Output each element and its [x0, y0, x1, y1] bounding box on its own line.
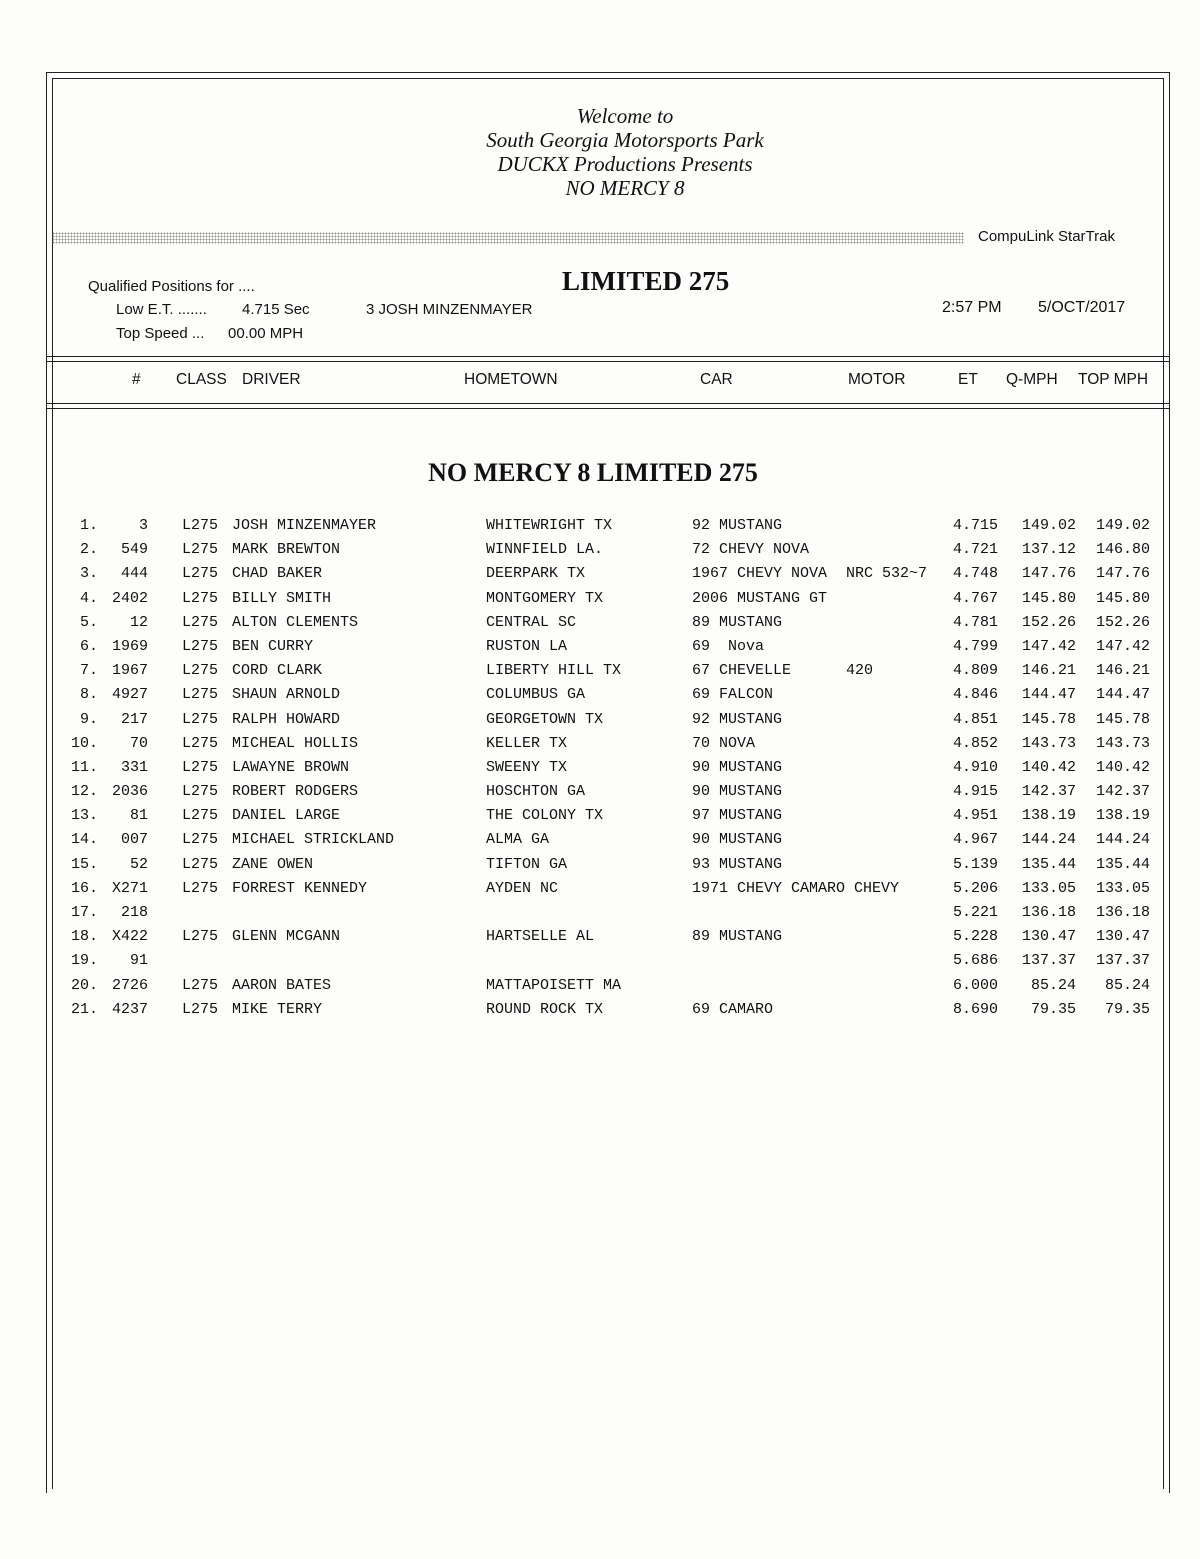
class-title: LIMITED 275	[562, 266, 730, 296]
column-header-num: #	[132, 371, 141, 388]
car-number-cell: 91	[129, 952, 148, 970]
et-cell: 4.721	[952, 541, 998, 559]
welcome-line: Welcome to	[576, 104, 674, 128]
hometown-cell: SWEENY TX	[486, 758, 568, 776]
position-cell: 6.	[79, 637, 98, 655]
car-cell: 93 MUSTANG	[692, 855, 783, 873]
qmph-cell: 152.26	[1021, 613, 1076, 631]
car-cell: 1967 CHEVY NOVA	[692, 565, 828, 583]
top-mph-cell: 142.37	[1095, 783, 1150, 801]
section-title-text: NO MERCY 8 LIMITED 275	[428, 458, 758, 487]
qmph-cell: 144.47	[1021, 686, 1076, 704]
driver-cell: CORD CLARK	[232, 662, 323, 680]
car-cell: 70 NOVA	[692, 734, 756, 752]
qmph-cell: 149.02	[1021, 517, 1076, 534]
top-mph-cell: 145.80	[1095, 589, 1150, 607]
low-et-value: 4.715 Sec	[242, 301, 310, 318]
top-mph-cell: 130.47	[1095, 928, 1150, 946]
hometown-cell: RUSTON LA	[486, 637, 568, 655]
report-time: 2:57 PM	[942, 299, 1002, 316]
et-cell: 5.139	[952, 855, 998, 873]
table-row	[0, 756, 1200, 780]
venue-line: South Georgia Motorsports Park	[486, 128, 764, 152]
hometown-cell: TIFTON GA	[486, 855, 568, 873]
top-mph-cell: 79.35	[1104, 1000, 1150, 1018]
column-header-driver: DRIVER	[242, 371, 301, 388]
car-cell: 69 CAMARO	[692, 1000, 774, 1018]
class-cell: L275	[182, 517, 219, 534]
et-cell: 4.781	[952, 613, 998, 631]
hometown-cell: MONTGOMERY TX	[486, 589, 604, 607]
car-number-cell: 81	[129, 807, 148, 825]
car-number-cell: 331	[120, 758, 148, 776]
qmph-cell: 135.44	[1021, 855, 1076, 873]
event-line: NO MERCY 8	[565, 176, 685, 200]
et-cell: 5.206	[952, 879, 998, 897]
class-cell: L275	[182, 734, 219, 752]
driver-cell: BILLY SMITH	[232, 589, 332, 607]
car-number-cell: 444	[120, 565, 148, 583]
class-cell: L275	[182, 879, 219, 897]
dotted-separator	[52, 232, 964, 244]
car-cell: 2006 MUSTANG GT	[692, 589, 828, 607]
car-cell: 90 MUSTANG	[692, 783, 783, 801]
top-mph-cell: 146.21	[1095, 662, 1150, 680]
et-cell: 8.690	[952, 1000, 998, 1018]
top-mph-cell: 145.78	[1095, 710, 1150, 728]
report-date: 5/OCT/2017	[1038, 299, 1126, 316]
driver-cell: DANIEL LARGE	[232, 807, 341, 825]
driver-cell: MARK BREWTON	[232, 541, 341, 559]
et-cell: 5.221	[952, 904, 998, 921]
car-number-cell: X271	[111, 879, 148, 897]
car-cell: 72 CHEVY NOVA	[692, 541, 810, 559]
car-number-cell: 3	[138, 517, 148, 534]
et-cell: 6.000	[952, 976, 998, 994]
top-mph-cell: 133.05	[1095, 879, 1150, 897]
qualified-label: Qualified Positions for ....	[88, 278, 255, 295]
class-cell: L275	[182, 541, 219, 559]
top-mph-cell: 146.80	[1095, 541, 1150, 559]
et-cell: 5.686	[952, 952, 998, 970]
table-row	[0, 635, 1200, 659]
et-cell: 5.228	[952, 928, 998, 946]
class-cell: L275	[182, 589, 219, 607]
driver-cell: MICHEAL HOLLIS	[232, 734, 359, 752]
et-cell: 4.846	[952, 686, 998, 704]
driver-cell: AARON BATES	[232, 976, 332, 994]
position-cell: 16.	[70, 879, 98, 897]
hometown-cell: KELLER TX	[486, 734, 568, 752]
car-cell: 89 MUSTANG	[692, 928, 783, 946]
car-number-cell: 70	[129, 734, 148, 752]
car-number-cell: 12	[129, 613, 148, 631]
class-cell: L275	[182, 613, 219, 631]
qmph-cell: 144.24	[1021, 831, 1076, 849]
car-number-cell: 1969	[111, 637, 148, 655]
position-cell: 3.	[79, 565, 98, 583]
et-cell: 4.852	[952, 734, 998, 752]
table-row	[0, 853, 1200, 877]
table-row	[0, 611, 1200, 635]
car-number-cell: 218	[120, 904, 148, 921]
class-cell: L275	[182, 565, 219, 583]
car-number-cell: 217	[120, 710, 148, 728]
driver-cell: SHAUN ARNOLD	[232, 686, 341, 704]
qmph-cell: 79.35	[1030, 1000, 1076, 1018]
table-row	[0, 901, 1200, 925]
table-row	[0, 587, 1200, 611]
position-cell: 18.	[70, 928, 98, 946]
results-table	[0, 514, 1200, 1022]
car-number-cell: 2402	[111, 589, 148, 607]
section-title	[0, 458, 1200, 488]
table-row	[0, 877, 1200, 901]
qmph-cell: 140.42	[1021, 758, 1076, 776]
divider-line	[46, 361, 1170, 362]
qmph-cell: 138.19	[1021, 807, 1076, 825]
car-number-cell: 4927	[111, 686, 148, 704]
hometown-cell: WINNFIELD LA.	[486, 541, 604, 559]
class-cell: L275	[182, 783, 219, 801]
car-cell: 67 CHEVELLE	[692, 662, 792, 680]
position-cell: 10.	[70, 734, 98, 752]
position-cell: 14.	[70, 831, 98, 849]
hometown-cell: CENTRAL SC	[486, 613, 577, 631]
position-cell: 9.	[79, 710, 98, 728]
column-header-topmph: TOP MPH	[1078, 371, 1149, 388]
hometown-cell: HOSCHTON GA	[486, 783, 586, 801]
hometown-cell: ROUND ROCK TX	[486, 1000, 604, 1018]
car-cell: 1971 CHEVY CAMARO CHEVY	[692, 879, 900, 897]
car-number-cell: 4237	[111, 1000, 148, 1018]
top-mph-cell: 147.42	[1095, 637, 1150, 655]
car-cell: 90 MUSTANG	[692, 831, 783, 849]
column-header-et: ET	[958, 371, 978, 388]
qmph-cell: 145.78	[1021, 710, 1076, 728]
table-row	[0, 998, 1200, 1022]
qmph-cell: 146.21	[1021, 662, 1076, 680]
driver-cell: CHAD BAKER	[232, 565, 323, 583]
table-row	[0, 925, 1200, 949]
position-cell: 17.	[70, 904, 98, 921]
car-cell: 92 MUSTANG	[692, 710, 783, 728]
car-number-cell: 52	[129, 855, 148, 873]
hometown-cell: GEORGETOWN TX	[486, 710, 604, 728]
car-cell: 69 Nova	[692, 637, 765, 655]
class-cell: L275	[182, 758, 219, 776]
table-row	[0, 732, 1200, 756]
table-row	[0, 828, 1200, 852]
et-cell: 4.799	[952, 637, 998, 655]
position-cell: 13.	[70, 807, 98, 825]
hometown-cell: COLUMBUS GA	[486, 686, 586, 704]
car-number-cell: X422	[111, 928, 148, 946]
hometown-cell: THE COLONY TX	[486, 807, 604, 825]
report-heading	[0, 104, 1200, 200]
class-cell: L275	[182, 686, 219, 704]
low-et-label: Low E.T. .......	[116, 301, 207, 318]
top-mph-cell: 152.26	[1095, 613, 1150, 631]
top-speed-value: 00.00 MPH	[228, 325, 304, 342]
qmph-cell: 136.18	[1021, 904, 1076, 921]
top-mph-cell: 138.19	[1095, 807, 1150, 825]
position-cell: 1.	[79, 517, 98, 534]
table-row	[0, 538, 1200, 562]
car-cell: 90 MUSTANG	[692, 758, 783, 776]
hometown-cell: WHITEWRIGHT TX	[486, 517, 613, 534]
hometown-cell: AYDEN NC	[486, 879, 559, 897]
top-mph-cell: 144.24	[1095, 831, 1150, 849]
driver-cell: GLENN MCGANN	[232, 928, 341, 946]
motor-cell: 420	[846, 662, 874, 680]
column-header-class: CLASS	[176, 371, 227, 388]
car-cell: 89 MUSTANG	[692, 613, 783, 631]
column-header-car: CAR	[700, 371, 733, 388]
et-cell: 4.951	[952, 807, 998, 825]
hometown-cell: MATTAPOISETT MA	[486, 976, 622, 994]
low-et-driver: 3 JOSH MINZENMAYER	[366, 301, 533, 318]
et-cell: 4.748	[952, 565, 998, 583]
top-mph-cell: 137.37	[1095, 952, 1150, 970]
presenter-line: DUCKX Productions Presents	[497, 152, 753, 176]
hometown-cell: DEERPARK TX	[486, 565, 586, 583]
table-row	[0, 804, 1200, 828]
car-number-cell: 2036	[111, 783, 148, 801]
table-row	[0, 514, 1200, 538]
hometown-cell: ALMA GA	[486, 831, 550, 849]
table-row	[0, 659, 1200, 683]
table-row	[0, 683, 1200, 707]
class-cell: L275	[182, 928, 219, 946]
driver-cell: MICHAEL STRICKLAND	[232, 831, 395, 849]
top-mph-cell: 85.24	[1104, 976, 1150, 994]
table-row	[0, 780, 1200, 804]
top-mph-cell: 136.18	[1095, 904, 1150, 921]
top-speed-label: Top Speed ...	[116, 325, 205, 342]
et-cell: 4.715	[952, 517, 998, 534]
car-number-cell: 2726	[111, 976, 148, 994]
position-cell: 15.	[70, 855, 98, 873]
table-row	[0, 562, 1200, 586]
class-cell: L275	[182, 1000, 219, 1018]
position-cell: 11.	[70, 758, 98, 776]
class-cell: L275	[182, 976, 219, 994]
qmph-cell: 147.42	[1021, 637, 1076, 655]
driver-cell: ZANE OWEN	[232, 855, 314, 873]
brand-text: CompuLink StarTrak	[978, 228, 1115, 245]
driver-cell: RALPH HOWARD	[232, 710, 341, 728]
car-cell: 92 MUSTANG	[692, 517, 783, 534]
class-cell: L275	[182, 662, 219, 680]
qmph-cell: 137.12	[1021, 541, 1076, 559]
top-mph-cell: 140.42	[1095, 758, 1150, 776]
divider-line	[46, 408, 1170, 409]
class-cell: L275	[182, 807, 219, 825]
et-cell: 4.915	[952, 783, 998, 801]
qmph-cell: 143.73	[1021, 734, 1076, 752]
top-mph-cell: 147.76	[1095, 565, 1150, 583]
driver-cell: MIKE TERRY	[232, 1000, 323, 1018]
top-mph-cell: 135.44	[1095, 855, 1150, 873]
column-header-hometown: HOMETOWN	[464, 371, 558, 388]
et-cell: 4.910	[952, 758, 998, 776]
position-cell: 20.	[70, 976, 98, 994]
position-cell: 8.	[79, 686, 98, 704]
qmph-cell: 85.24	[1030, 976, 1076, 994]
position-cell: 4.	[79, 589, 98, 607]
top-mph-cell: 149.02	[1095, 517, 1150, 534]
class-cell: L275	[182, 855, 219, 873]
table-row	[0, 974, 1200, 998]
column-header-qmph: Q-MPH	[1006, 371, 1058, 388]
et-cell: 4.767	[952, 589, 998, 607]
top-mph-cell: 144.47	[1095, 686, 1150, 704]
et-cell: 4.809	[952, 662, 998, 680]
table-row	[0, 949, 1200, 973]
driver-cell: LAWAYNE BROWN	[232, 758, 350, 776]
qmph-cell: 142.37	[1021, 783, 1076, 801]
position-cell: 21.	[70, 1000, 98, 1018]
divider-line	[46, 403, 1170, 404]
car-number-cell: 007	[120, 831, 148, 849]
car-cell: 97 MUSTANG	[692, 807, 783, 825]
qmph-cell: 137.37	[1021, 952, 1076, 970]
motor-cell: NRC 532~7	[846, 565, 928, 583]
qmph-cell: 145.80	[1021, 589, 1076, 607]
qmph-cell: 147.76	[1021, 565, 1076, 583]
position-cell: 5.	[79, 613, 98, 631]
column-header-motor: MOTOR	[848, 371, 906, 388]
car-number-cell: 1967	[111, 662, 148, 680]
table-row	[0, 708, 1200, 732]
class-cell: L275	[182, 637, 219, 655]
car-cell: 69 FALCON	[692, 686, 774, 704]
qmph-cell: 133.05	[1021, 879, 1076, 897]
top-mph-cell: 143.73	[1095, 734, 1150, 752]
hometown-cell: HARTSELLE AL	[486, 928, 595, 946]
divider-line	[46, 356, 1170, 357]
class-cell: L275	[182, 831, 219, 849]
class-cell: L275	[182, 710, 219, 728]
position-cell: 7.	[79, 662, 98, 680]
et-cell: 4.851	[952, 710, 998, 728]
driver-cell: BEN CURRY	[232, 637, 314, 655]
qmph-cell: 130.47	[1021, 928, 1076, 946]
et-cell: 4.967	[952, 831, 998, 849]
position-cell: 19.	[70, 952, 98, 970]
hometown-cell: LIBERTY HILL TX	[486, 662, 622, 680]
car-number-cell: 549	[120, 541, 148, 559]
driver-cell: FORREST KENNEDY	[232, 879, 368, 897]
position-cell: 2.	[79, 541, 98, 559]
driver-cell: ROBERT RODGERS	[232, 783, 359, 801]
driver-cell: JOSH MINZENMAYER	[232, 517, 377, 534]
position-cell: 12.	[70, 783, 98, 801]
driver-cell: ALTON CLEMENTS	[232, 613, 359, 631]
